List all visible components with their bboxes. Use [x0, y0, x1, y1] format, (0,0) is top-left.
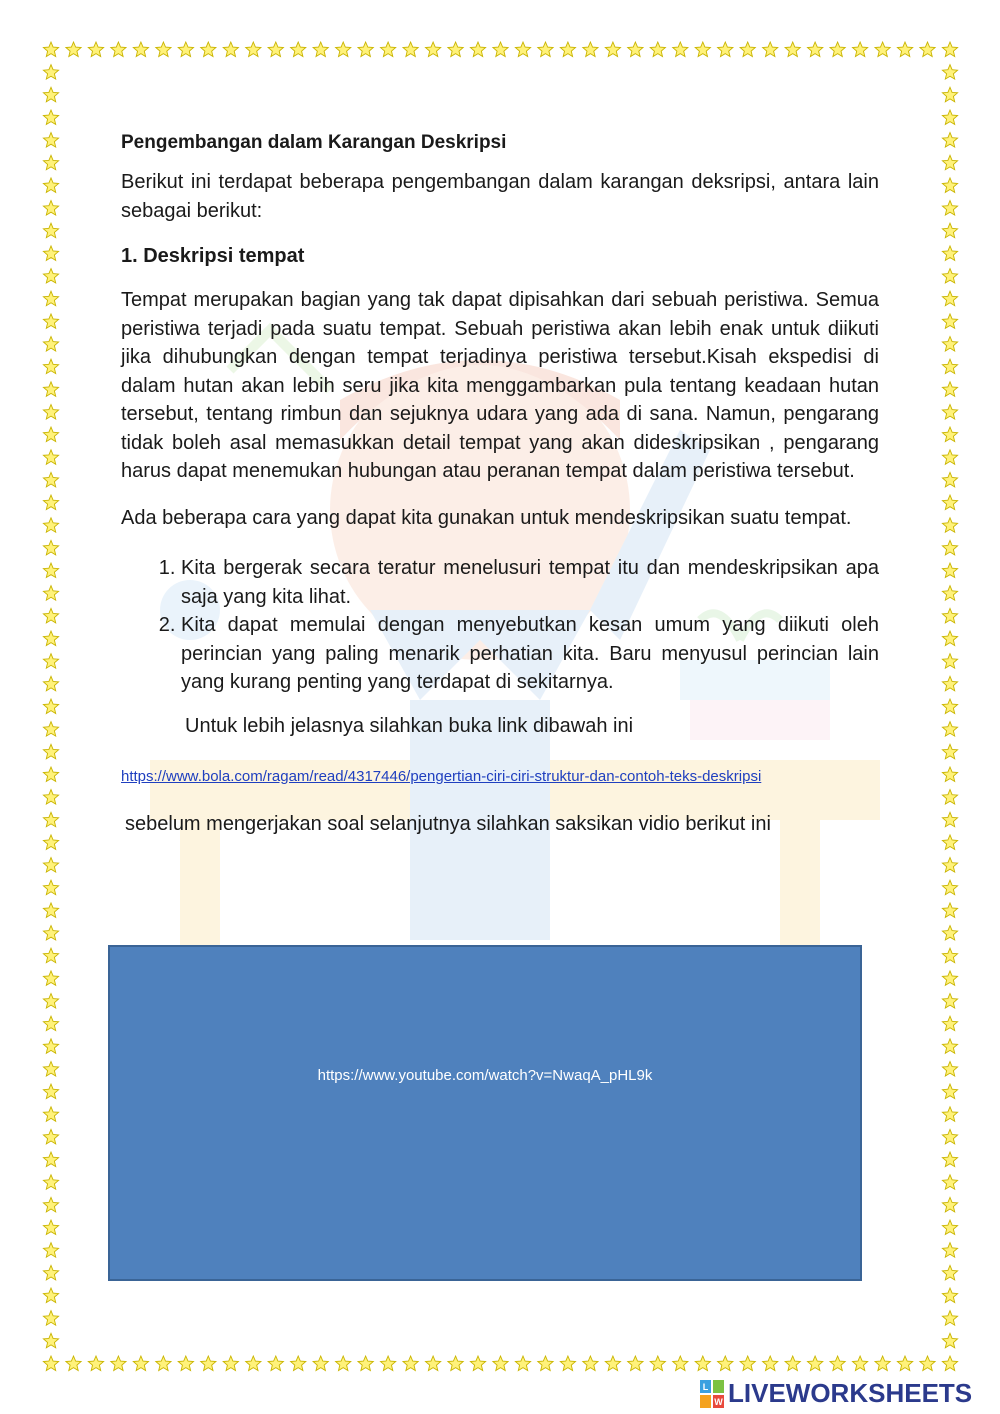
border-star-icon [920, 42, 935, 57]
border-star-icon [942, 812, 957, 826]
border-star-icon [403, 1356, 418, 1371]
border-star-icon [43, 1333, 58, 1348]
border-star-icon [43, 178, 58, 193]
border-star-icon [897, 42, 912, 57]
border-star-icon [673, 1356, 688, 1371]
border-star-icon [156, 42, 171, 57]
border-star-icon [246, 1356, 261, 1371]
border-star-icon [43, 87, 58, 102]
border-star-icon [942, 382, 957, 397]
border-star-icon [43, 223, 58, 238]
more-info-text: Untuk lebih jelasnya silahkan buka link dibawah ini [185, 714, 634, 737]
border-star-icon [942, 1197, 957, 1212]
border-star-icon [942, 1311, 957, 1326]
border-star-icon [201, 42, 216, 57]
border-star-icon [88, 42, 103, 57]
border-star-icon [942, 1243, 957, 1258]
border-star-icon [942, 1039, 957, 1054]
border-star-icon [853, 42, 868, 57]
border-star-icon [942, 790, 957, 805]
border-star-icon [583, 42, 598, 57]
border-star-icon [942, 87, 957, 102]
border-star-icon [43, 1265, 58, 1280]
border-star-icon [942, 291, 957, 306]
border-star-icon [88, 1356, 103, 1371]
border-star-icon [875, 42, 890, 57]
border-star-icon [111, 42, 126, 57]
border-star-icon [605, 42, 620, 57]
border-star-icon [111, 1356, 126, 1371]
border-star-icon [43, 405, 58, 420]
border-star-icon [920, 1356, 935, 1371]
border-star-icon [830, 1356, 845, 1371]
border-star-icon [43, 699, 58, 714]
liveworksheets-icon [700, 1380, 724, 1408]
border-star-icon [942, 1265, 957, 1280]
border-star-icon [43, 201, 58, 216]
border-star-icon [942, 269, 957, 283]
border-star-icon [133, 42, 148, 57]
border-star-icon [942, 1016, 957, 1030]
border-star-icon [43, 472, 58, 487]
border-star-icon [515, 42, 530, 57]
border-star-icon [201, 1356, 216, 1371]
border-star-icon [268, 42, 283, 57]
border-star-icon [43, 1062, 58, 1077]
border-star-icon [448, 1356, 463, 1371]
border-star-icon [43, 926, 58, 940]
border-star-icon [740, 1356, 755, 1371]
border-star-icon [43, 1288, 58, 1303]
border-star-icon [43, 291, 58, 306]
border-star-icon [853, 1356, 868, 1371]
page-title: Pengembangan dalam Karangan Deskripsi [121, 132, 507, 153]
border-star-icon [538, 42, 553, 57]
border-star-icon [942, 1356, 957, 1371]
border-star-icon [43, 722, 58, 736]
border-star-icon [43, 65, 58, 79]
border-star-icon [291, 42, 306, 57]
border-star-icon [942, 472, 957, 487]
border-star-icon [650, 42, 665, 57]
border-star-icon [43, 903, 58, 918]
border-star-icon [43, 540, 58, 555]
border-star-icon [43, 1129, 58, 1144]
border-star-icon [942, 65, 957, 79]
border-star-icon [718, 1356, 733, 1371]
border-star-icon [942, 948, 957, 963]
border-star-icon [223, 1356, 238, 1371]
border-star-icon [43, 563, 58, 577]
border-star-icon [156, 1356, 171, 1371]
border-star-icon [942, 880, 957, 895]
border-star-icon [785, 42, 800, 57]
border-star-icon [650, 1356, 665, 1371]
border-star-icon [223, 42, 238, 57]
border-star-icon [942, 926, 957, 940]
border-star-icon [43, 518, 58, 532]
border-star-icon [942, 405, 957, 420]
border-star-icon [605, 1356, 620, 1371]
border-star-icon [426, 1356, 441, 1371]
border-star-icon [942, 722, 957, 736]
border-star-icon [43, 971, 58, 985]
border-star-icon [43, 42, 58, 57]
border-star-icon [43, 767, 58, 781]
border-star-icon [942, 178, 957, 193]
border-star-icon [942, 337, 957, 352]
border-star-icon [942, 450, 957, 465]
brand-name: LIVEWORKSHEETS [728, 1378, 973, 1408]
border-star-icon [942, 631, 957, 646]
border-star-icon [942, 1107, 957, 1122]
border-star-icon [43, 994, 58, 1009]
border-star-icon [470, 42, 485, 57]
logo-letter: W [714, 1396, 723, 1407]
document-body [121, 132, 879, 836]
border-star-icon [43, 744, 58, 759]
border-star-icon [43, 133, 58, 148]
border-star-icon [43, 1311, 58, 1326]
border-star-icon [942, 767, 957, 781]
border-star-icon [875, 1356, 890, 1371]
border-star-icon [942, 1288, 957, 1303]
border-star-icon [808, 1356, 823, 1371]
border-star-icon [695, 42, 710, 57]
logo-letter: L [702, 1381, 709, 1392]
border-star-icon [470, 1356, 485, 1371]
intro-paragraph: Berikut ini terdapat beberapa pengembangan dalam karangan deksripsi, antara lain sebagai berikut: [121, 171, 879, 222]
border-star-icon [942, 1333, 957, 1348]
border-star-icon [66, 1356, 81, 1371]
border-star-icon [43, 880, 58, 895]
border-star-icon [43, 948, 58, 963]
border-star-icon [718, 42, 733, 57]
border-star-icon [43, 790, 58, 805]
border-star-icon [43, 110, 58, 124]
border-star-icon [43, 450, 58, 465]
border-star-icon [43, 1175, 58, 1189]
methods-list [121, 554, 879, 697]
border-star-icon [336, 1356, 351, 1371]
border-star-icon [178, 42, 193, 57]
border-star-icon [43, 155, 58, 169]
video-prompt: sebelum mengerjakan soal selanjutnya silahkan saksikan vidio berikut ini [125, 812, 771, 835]
border-star-icon [448, 42, 463, 57]
border-star-icon [763, 42, 778, 57]
list-item: 2. Kita dapat memulai dengan menyebutkan kesan umum yang diikuti oleh perincian yang paling menarik perhatian kita. Baru menyusul perincian lain yang kurang penting yang terdapat di sekitarnya. [181, 611, 879, 697]
border-star-icon [313, 1356, 328, 1371]
border-star-icon [942, 201, 957, 216]
border-star-icon [43, 495, 58, 510]
border-star-icon [942, 699, 957, 714]
border-star-icon [830, 42, 845, 57]
brand-logo [700, 1378, 972, 1409]
border-star-icon [628, 42, 643, 57]
border-star-icon [942, 246, 957, 261]
border-star-icon [43, 608, 58, 623]
border-star-icon [897, 1356, 912, 1371]
border-star-icon [942, 586, 957, 601]
border-star-icon [942, 540, 957, 555]
border-star-icon [942, 495, 957, 510]
paragraph-place: Tempat merupakan bagian yang tak dapat dipisahkan dari sebuah peristiwa. Semua peristiwa terjadi pada suatu tempat. Sebuah peristiwa akan lebih enak untuk diikuti jika dihubungkan dengan tempat terjadinya peristiwa tersebut.Kisah ekspedisi di dalam hutan akan lebih seru jika kita menggambarkan pula tentang keadaan hutan tersebut, tentang rimbun dan sejuknya udara yang ada di sana. Namun, pengarang tidak boleh asal memasukkan detail tempat yang akan dideskripsikan , pengarang harus dapat menemukan hubungan atau peranan tempat dalam peristiwa tersebut. [121, 289, 879, 482]
border-star-icon [942, 110, 957, 124]
video-embed[interactable] [108, 945, 862, 1281]
border-star-icon [942, 903, 957, 918]
article-link[interactable]: https://www.bola.com/ragam/read/4317446/pengertian-ciri-ciri-struktur-dan-contoh-teks-deskripsi [121, 767, 762, 785]
border-star-icon [43, 835, 58, 850]
border-star-icon [942, 744, 957, 759]
border-star-icon [43, 1107, 58, 1122]
border-star-icon [43, 337, 58, 352]
border-star-icon [763, 1356, 778, 1371]
border-star-icon [808, 42, 823, 57]
border-star-icon [43, 246, 58, 261]
paragraph-methods: Ada beberapa cara yang dapat kita gunakan untuk mendeskripsikan suatu tempat. [121, 506, 852, 529]
border-star-icon [515, 1356, 530, 1371]
border-star-icon [43, 1356, 58, 1371]
border-star-icon [291, 1356, 306, 1371]
border-star-icon [942, 654, 957, 669]
border-star-icon [942, 1175, 957, 1189]
border-star-icon [942, 42, 957, 57]
border-star-icon [43, 314, 58, 328]
border-star-icon [43, 1197, 58, 1212]
border-star-icon [695, 1356, 710, 1371]
border-star-icon [942, 359, 957, 373]
border-star-icon [246, 42, 261, 57]
border-star-icon [538, 1356, 553, 1371]
border-star-icon [43, 858, 58, 873]
border-star-icon [43, 586, 58, 601]
border-star-icon [942, 858, 957, 873]
border-star-icon [43, 812, 58, 826]
border-star-icon [493, 1356, 508, 1371]
border-star-icon [628, 1356, 643, 1371]
border-star-icon [403, 42, 418, 57]
border-star-icon [942, 1220, 957, 1234]
border-star-icon [358, 1356, 373, 1371]
border-star-icon [583, 1356, 598, 1371]
border-star-icon [381, 42, 396, 57]
border-star-icon [673, 42, 688, 57]
border-star-icon [43, 631, 58, 646]
border-star-icon [942, 971, 957, 985]
border-star-icon [43, 654, 58, 669]
section-heading: 1. Deskripsi tempat [121, 245, 305, 267]
border-star-icon [336, 42, 351, 57]
border-star-icon [43, 1016, 58, 1030]
border-star-icon [942, 676, 957, 691]
border-star-icon [942, 1129, 957, 1144]
border-star-icon [268, 1356, 283, 1371]
border-star-icon [942, 1062, 957, 1077]
border-star-icon [381, 1356, 396, 1371]
border-star-icon [560, 1356, 575, 1371]
video-url[interactable]: https://www.youtube.com/watch?v=NwaqA_pHL9k [317, 1067, 653, 1084]
border-star-icon [740, 42, 755, 57]
border-star-icon [493, 42, 508, 57]
border-star-icon [942, 563, 957, 577]
border-star-icon [43, 382, 58, 397]
border-star-icon [942, 518, 957, 532]
border-star-icon [43, 1039, 58, 1054]
border-star-icon [942, 1084, 957, 1099]
list-item: 1. Kita bergerak secara teratur menelusuri tempat itu dan mendeskripsikan apa saja yang kita lihat. [181, 554, 879, 611]
border-star-icon [43, 359, 58, 373]
border-star-icon [43, 269, 58, 283]
border-star-icon [942, 155, 957, 169]
border-star-icon [942, 1152, 957, 1167]
border-star-icon [133, 1356, 148, 1371]
border-star-icon [942, 427, 957, 442]
border-star-icon [560, 42, 575, 57]
border-star-icon [178, 1356, 193, 1371]
border-star-icon [942, 223, 957, 238]
border-star-icon [942, 133, 957, 148]
border-star-icon [426, 42, 441, 57]
border-star-icon [942, 314, 957, 328]
border-star-icon [43, 676, 58, 691]
border-star-icon [785, 1356, 800, 1371]
border-star-icon [942, 994, 957, 1009]
border-star-icon [43, 1243, 58, 1258]
border-star-icon [66, 42, 81, 57]
border-star-icon [942, 835, 957, 850]
border-star-icon [43, 1152, 58, 1167]
border-star-icon [43, 1084, 58, 1099]
border-star-icon [313, 42, 328, 57]
border-star-icon [358, 42, 373, 57]
border-star-icon [43, 1220, 58, 1234]
border-star-icon [43, 427, 58, 442]
border-star-icon [942, 608, 957, 623]
